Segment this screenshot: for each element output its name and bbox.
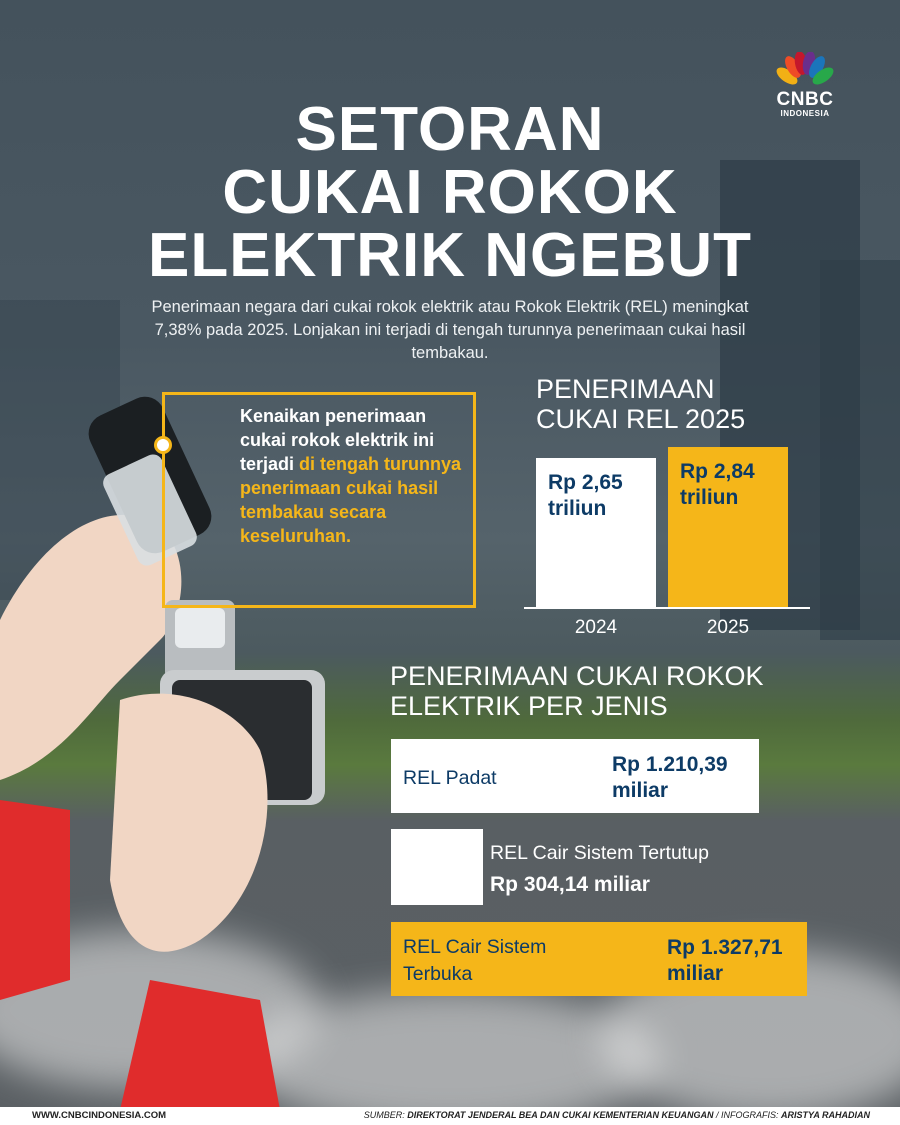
bar-value-label: Rp 2,65 triliun: [548, 471, 623, 520]
callout-text: [240, 404, 462, 548]
title-line-3: ELEKTRIK NGEBUT: [148, 221, 752, 290]
footer: [0, 1107, 900, 1125]
logo-wordmark: CNBC: [776, 89, 834, 110]
bar-chart-title: [536, 374, 745, 434]
subtitle: Penerimaan negara dari cukai rokok elektrik atau Rokok Elektrik (REL) meningkat 7,38% pada 2025. Lonjakan ini terjadi di tengah turunnya penerimaan cukai hasil tembakau.: [151, 298, 749, 362]
peacock-icon: [775, 52, 835, 86]
bar-2024: [536, 458, 656, 607]
source-text: DIREKTORAT JENDERAL BEA DAN CUKAI KEMENTERIAN KEUANGAN: [407, 1110, 714, 1120]
source-prefix: SUMBER:: [363, 1110, 405, 1120]
card-label-tertutup: REL Cair Sistem Tertutup: [490, 842, 709, 864]
card-value: Rp 1.210,39 miliar: [612, 753, 728, 802]
card-label: REL Cair Sistem Terbuka: [403, 936, 547, 985]
x-tick-label: 2024: [574, 617, 618, 638]
footer-source: [364, 1110, 870, 1120]
callout-pointer-dot: [154, 436, 172, 454]
card-rel-cair-terbuka: [391, 922, 807, 996]
card-rel-padat: [391, 739, 759, 813]
page-title: [0, 95, 900, 290]
callout-text-highlight: di tengah turunnya penerimaan cukai hasil tembakau secara keseluruhan.: [240, 454, 462, 546]
card-value-tertutup: Rp 304,14 miliar: [490, 873, 650, 896]
bar-chart-title-text: PENERIMAAN CUKAI REL 2025: [536, 374, 746, 434]
per-type-title: PENERIMAAN CUKAI ROKOK ELEKTRIK PER JENIS: [390, 661, 764, 721]
footer-website: WWW.CNBCINDONESIA.COM: [32, 1110, 167, 1121]
card-label: REL Padat: [403, 767, 497, 789]
title-line-2: CUKAI ROKOK: [222, 158, 678, 227]
bar-chart-baseline: [524, 607, 810, 609]
credit-text: ARISTYA RAHADIAN: [781, 1110, 870, 1120]
card-rel-cair-tertutup-swatch: [391, 829, 483, 905]
bar-value-label: Rp 2,84 triliun: [680, 460, 755, 509]
card-value: Rp 1.327,71 miliar: [667, 936, 783, 985]
credit-prefix: / INFOGRAFIS:: [715, 1110, 779, 1120]
bar-2025: [668, 447, 788, 607]
callout-text-plain: Kenaikan penerimaan cukai rokok elektrik ini terjadi: [240, 406, 435, 474]
logo-subtext: INDONESIA: [780, 109, 830, 118]
x-tick-label: 2025: [706, 617, 750, 638]
title-line-1: SETORAN: [295, 95, 605, 164]
